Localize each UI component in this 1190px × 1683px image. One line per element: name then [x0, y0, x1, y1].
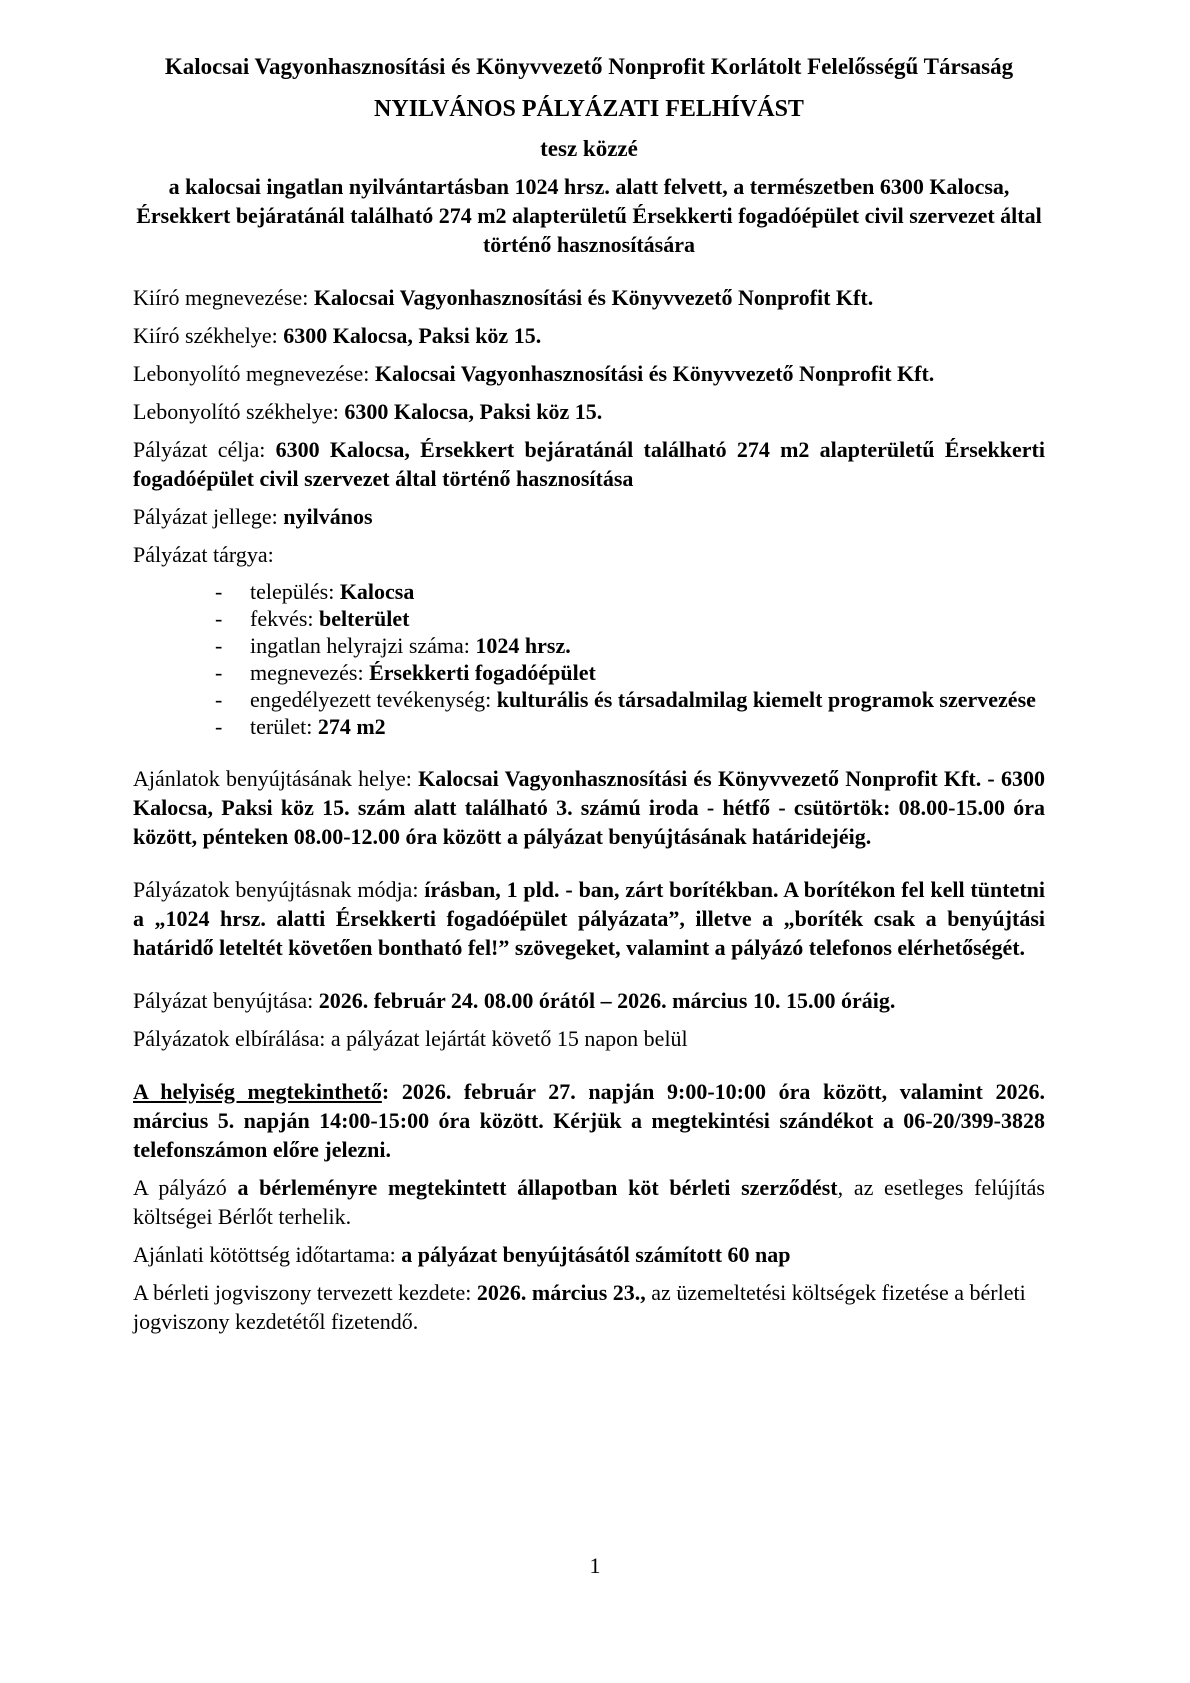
field-offer-binding-period: Ajánlati kötöttség időtartama: a pályázat benyújtásától számított 60 nap [133, 1242, 791, 1267]
list-item-settlement [215, 578, 1045, 605]
field-viewing-times: A helyiség megtekinthető: 2026. február 27. napján 9:00-10:00 óra között, valamint 2026. március 5. napján 14:00-15:00 óra között. Kérjük a megtekintési szándékot a 06-20/399-3828 telefonszámon előre jelezni. [133, 1079, 1045, 1162]
list-item-area [215, 713, 1045, 740]
field-tender-purpose: Pályázat célja: 6300 Kalocsa, Érsekkert bejáratánál található 274 m2 alapterületű Érsekkerti fogadóépület civil szervezet által történő hasznosítása [133, 437, 1045, 491]
list-dash: - [215, 579, 223, 604]
field-submission-place: Ajánlatok benyújtásának helye: Kalocsai Vagyonhasznosítási és Könyvvezető Nonprofit Kft. - 6300 Kalocsa, Paksi köz 15. szám alatt található 3. számú iroda - hétfő - csütörtök: 08.00-15.00 óra között, pénteken 08.00-12.00 óra között a pályázat benyújtásának határidejéig. [133, 766, 1046, 849]
list-item-designation [215, 659, 1045, 686]
list-item-text: megnevezés: Érsekkerti fogadóépület [250, 660, 596, 685]
list-item-text: engedélyezett tevékenység: kulturális és társadalmilag kiemelt programok szervezése [250, 687, 1036, 712]
list-item-text: terület: 274 m2 [250, 714, 386, 739]
subject-list [133, 578, 1045, 740]
publish-clause: tesz közzé [540, 136, 638, 161]
field-lease-start: A bérleti jogviszony tervezett kezdete: 2026. március 23., az üzemeltetési költségek fizetése a bérleti jogviszony kezdetétől fizetendő. [133, 1280, 1026, 1334]
list-item-text: ingatlan helyrajzi száma: 1024 hrsz. [250, 633, 571, 658]
list-item-parcel-number [215, 632, 1045, 659]
field-organizer-address: Lebonyolító székhelye: 6300 Kalocsa, Paksi köz 15. [133, 399, 603, 424]
document-content [133, 50, 1045, 1345]
field-lease-condition: A pályázó a bérleményre megtekintett állapotban köt bérleti szerződést, az esetleges felújítás költségei Bérlőt terhelik. [133, 1175, 1045, 1229]
page-number: 1 [589, 1553, 601, 1578]
field-organizer-name: Lebonyolító megnevezése: Kalocsai Vagyonhasznosítási és Könyvvezető Nonprofit Kft. [133, 361, 935, 386]
list-item-text: település: Kalocsa [250, 579, 415, 604]
list-dash: - [215, 660, 223, 685]
field-tender-subject-label: Pályázat tárgya: [133, 542, 274, 567]
field-submission-period: Pályázat benyújtása: 2026. február 24. 08.00 órától – 2026. március 10. 15.00 óráig. [133, 988, 896, 1013]
field-evaluation: Pályázatok elbírálása: a pályázat lejártát követő 15 napon belül [133, 1026, 688, 1051]
field-tender-type: Pályázat jellege: nyilvános [133, 504, 373, 529]
list-dash: - [215, 606, 223, 631]
document-title: NYILVÁNOS PÁLYÁZATI FELHÍVÁST [374, 96, 804, 122]
list-item-permitted-activity [215, 686, 1045, 713]
company-name: Kalocsai Vagyonhasznosítási és Könyvvezető Nonprofit Korlátolt Felelősségű Társaság [164, 54, 1014, 79]
list-dash: - [215, 633, 223, 658]
subject-intro: a kalocsai ingatlan nyilvántartásban 1024 hrsz. alatt felvett, a természetben 6300 Kalocsa, Érsekkert bejáratánál található 274 m2 alapterületű Érsekkerti fogadóépület civil szervezet által történő hasznosítására [136, 174, 1042, 257]
field-submission-method: Pályázatok benyújtásnak módja: írásban, 1 pld. - ban, zárt borítékban. A borítékon fel kell tüntetni a „1024 hrsz. alatti Érsekkerti fogadóépület pályázata”, illetve a „boríték csak a benyújtási határidő leteltét követően bontható fel!” szövegeket, valamint a pályázó telefonos elérhetőségét. [133, 877, 1045, 960]
field-issuer-address: Kiíró székhelye: 6300 Kalocsa, Paksi köz 15. [133, 323, 542, 348]
list-item-location [215, 605, 1045, 632]
field-issuer-name: Kiíró megnevezése: Kalocsai Vagyonhasznosítási és Könyvvezető Nonprofit Kft. [133, 285, 874, 310]
list-dash: - [215, 714, 223, 739]
list-dash: - [215, 687, 223, 712]
list-item-text: fekvés: belterület [250, 606, 410, 631]
